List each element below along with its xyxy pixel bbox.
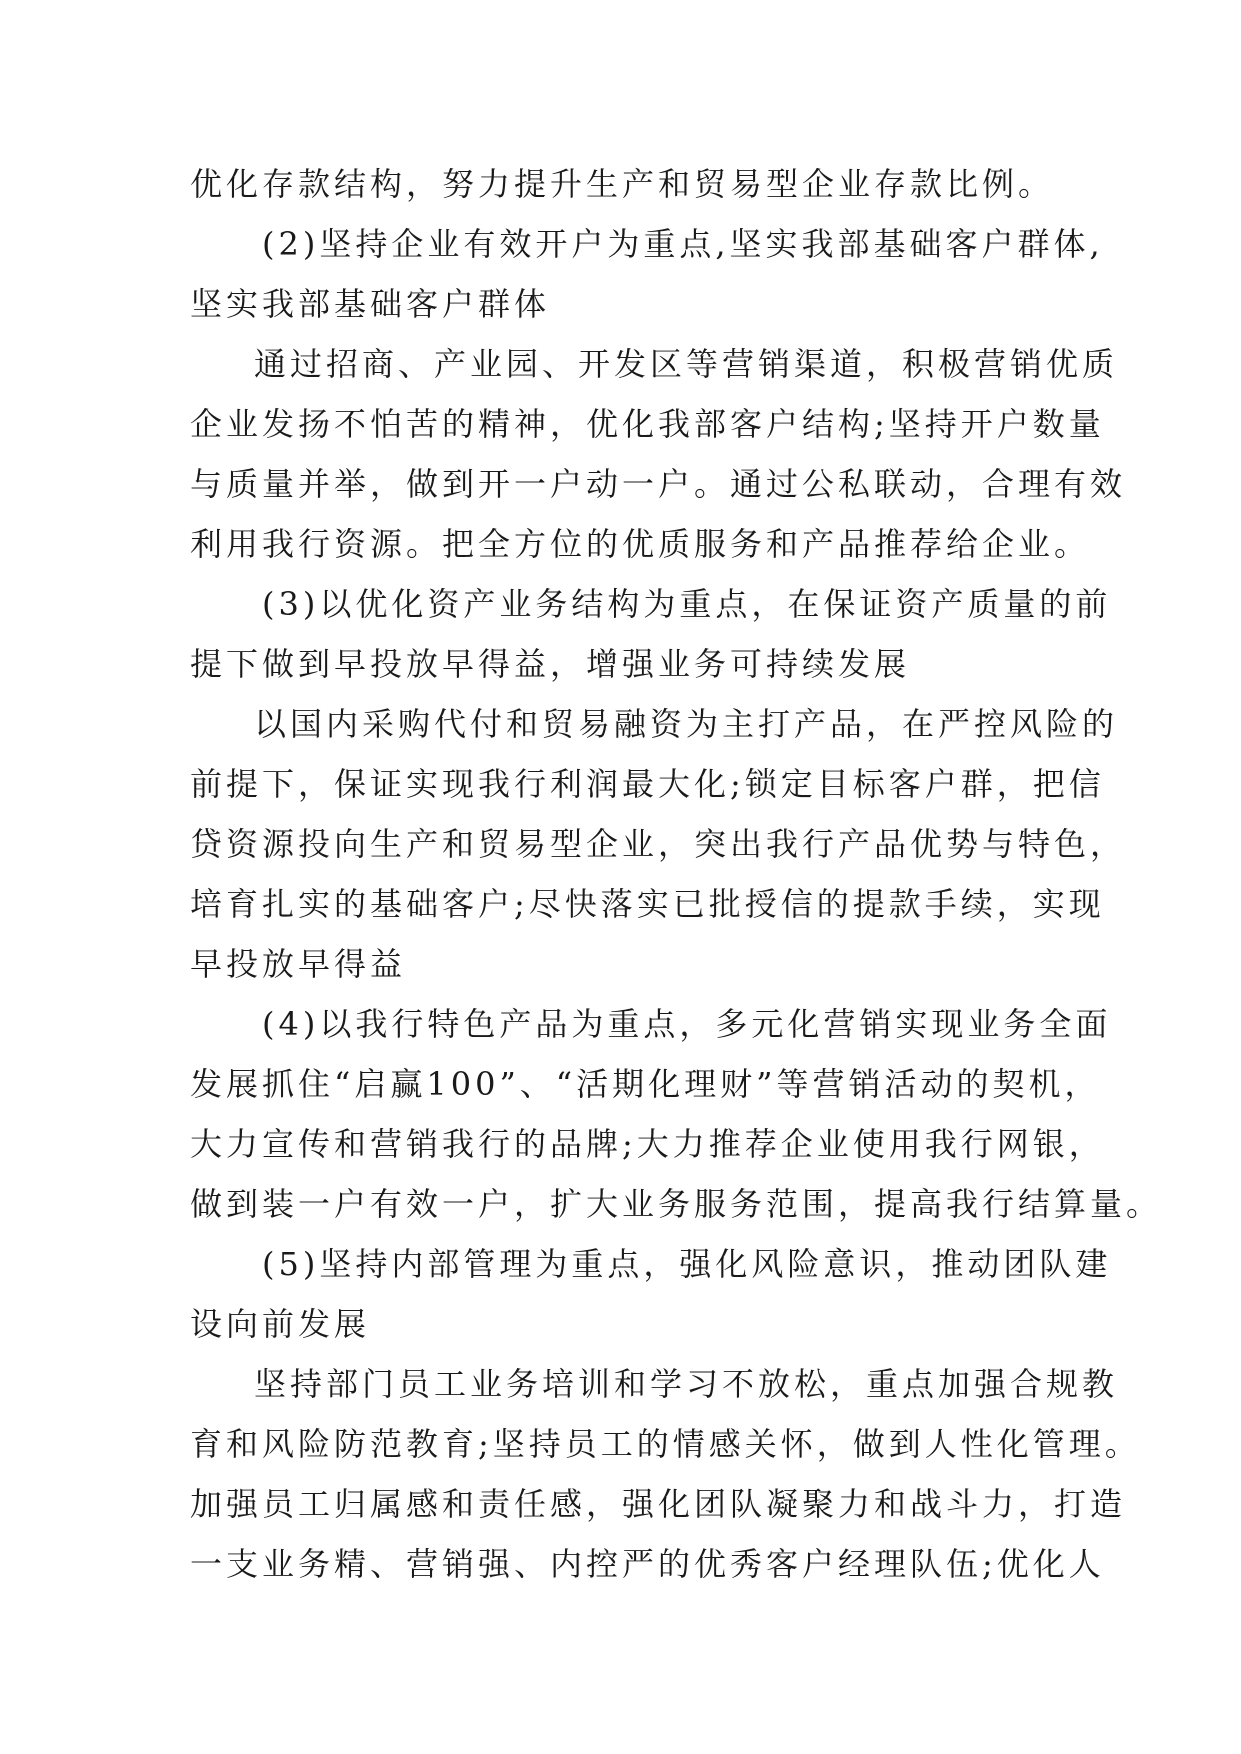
paragraph-line: 优化存款结构，努力提升生产和贸易型企业存款比例。 [190, 165, 1055, 203]
paragraph-line: 早投放早得益 [190, 945, 407, 983]
paragraph-line: 做到装一户有效一户，扩大业务服务范围，提高我行结算量。 [190, 1185, 1163, 1223]
paragraph-line: 培育扎实的基础客户;尽快落实已批授信的提款手续，实现 [190, 885, 1105, 923]
paragraph-line: 企业发扬不怕苦的精神，优化我部客户结构;坚持开户数量 [190, 405, 1105, 443]
paragraph-line: 大力宣传和营销我行的品牌;大力推荐企业使用我行网银， [190, 1125, 1105, 1163]
section-heading-5-cont: 设向前发展 [190, 1305, 371, 1343]
section-heading-2: (2)坚持企业有效开户为重点,坚实我部基础客户群体, [262, 225, 1104, 263]
section-heading-4: (4)以我行特色产品为重点，多元化营销实现业务全面 [262, 1005, 1112, 1043]
paragraph-line: 以国内采购代付和贸易融资为主打产品，在严控风险的 [254, 705, 1119, 743]
document-body [190, 154, 1163, 1594]
section-heading-5: (5)坚持内部管理为重点，强化风险意识，推动团队建 [262, 1245, 1112, 1283]
section-heading-3: (3)以优化资产业务结构为重点，在保证资产质量的前 [262, 585, 1112, 623]
paragraph-line: 发展抓住“启赢100”、“活期化理财”等营销活动的契机， [190, 1065, 1101, 1103]
paragraph-line: 加强员工归属感和责任感，强化团队凝聚力和战斗力，打造 [190, 1485, 1127, 1523]
paragraph-line: 一支业务精、营销强、内控严的优秀客户经理队伍;优化人 [190, 1545, 1105, 1583]
paragraph-line: 利用我行资源。把全方位的优质服务和产品推荐给企业。 [190, 525, 1091, 563]
paragraph-line: 与质量并举，做到开一户动一户。通过公私联动，合理有效 [190, 465, 1127, 503]
paragraph-line: 坚持部门员工业务培训和学习不放松，重点加强合规教 [254, 1365, 1119, 1403]
section-heading-2-cont: 坚实我部基础客户群体 [190, 285, 551, 323]
paragraph-line: 前提下，保证实现我行利润最大化;锁定目标客户群，把信 [190, 765, 1105, 803]
paragraph-line: 育和风险防范教育;坚持员工的情感关怀，做到人性化管理。 [190, 1425, 1141, 1463]
paragraph-line: 贷资源投向生产和贸易型企业，突出我行产品优势与特色， [190, 825, 1127, 863]
paragraph-line: 通过招商、产业园、开发区等营销渠道，积极营销优质 [254, 345, 1119, 383]
section-heading-3-cont: 提下做到早投放早得益，增强业务可持续发展 [190, 645, 911, 683]
